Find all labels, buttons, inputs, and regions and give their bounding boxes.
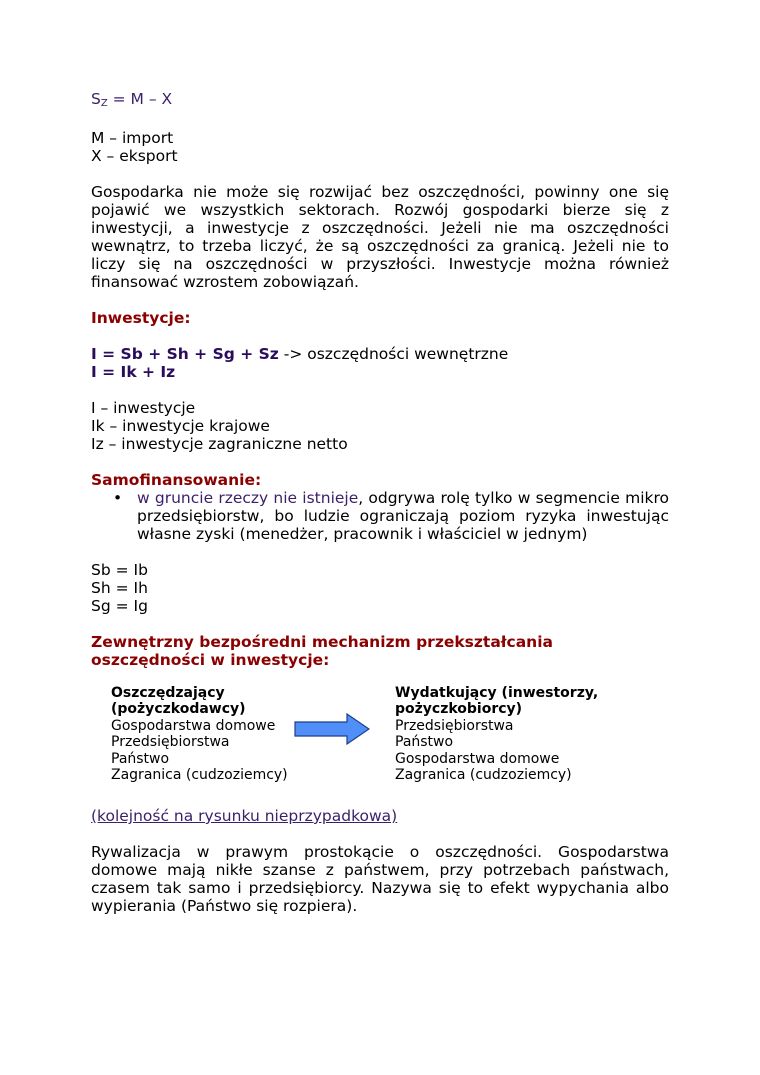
order-note-paragraph <box>91 807 669 825</box>
formula-sz <box>91 90 669 111</box>
order-note-link[interactable]: (kolejność na rysunku nieprzypadkowa) <box>91 807 398 825</box>
bullet-list <box>91 489 669 543</box>
savers-item: Zagranica (cudzoziemcy) <box>111 767 288 784</box>
list-item <box>91 489 669 543</box>
definition-iz: Iz – inwestycje zagraniczne netto <box>91 435 348 453</box>
spenders-item: Państwo <box>395 734 454 751</box>
document-page <box>91 90 669 915</box>
bullet-text: , odgrywa rolę tylko w segmencie mikro przedsiębiorstw, bo ludzie ograniczają poziom ryzyka inwestując własne zyski (menedżer, pracownik i właściciel w jednym) <box>137 489 669 543</box>
spenders-item: Zagranica (cudzoziemcy) <box>395 767 572 784</box>
formula-investment-1-expr: I = Sb + Sh + Sg + Sz <box>91 345 279 363</box>
paragraph-rivalry: Rywalizacja w prawym prostokącie o oszczędności. Gospodarstwa domowe mają nikłe szanse z państwem, przy potrzebach państwach, czasem tak samo i przedsiębiorcy. Nazywa się to efekt wypychania albo wypierania (Państwo się rozpiera). <box>91 843 669 915</box>
definition-m: M – import <box>91 129 174 147</box>
formula-sz-symbol: S <box>91 90 101 108</box>
formula-investment-1 <box>91 345 669 363</box>
heading-samofinansowanie: Samofinansowanie: <box>91 471 262 489</box>
spenders-item: Przedsiębiorstwa <box>395 717 514 734</box>
bullet-symbol: • <box>113 489 123 507</box>
savers-item: Przedsiębiorstwa <box>111 734 230 751</box>
equality-sh: Sh = Ih <box>91 579 148 597</box>
paragraph-savings: Gospodarka nie może się rozwijać bez oszczędności, powinny one się pojawić we wszystkich sektorach. Rozwój gospodarki bierze się z inwestycji, a inwestycje z oszczędności. Jeżeli nie ma oszczędności wewnątrz, to trzeba liczyć, że są oszczędności za granicą. Jeżeli nie to liczy się na oszczędności w przyszłości. Inwestycje można również finansować wzrostem zobowiązań. <box>91 183 669 291</box>
spenders-item: Gospodarstwa domowe <box>395 750 560 767</box>
definition-i: I – inwestycje <box>91 399 196 417</box>
equality-sb: Sb = Ib <box>91 561 148 579</box>
spenders-title: Wydatkujący (inwestorzy, pożyczkobiorcy) <box>395 685 599 718</box>
formula-sz-rest: = M – X <box>107 90 173 108</box>
definition-x: X – eksport <box>91 147 178 165</box>
formula-investment-1-suffix: -> oszczędności wewnętrzne <box>278 345 509 363</box>
heading-mechanizm: Zewnętrzny bezpośredni mechanizm przekształcania oszczędności w inwestycje: <box>91 633 553 669</box>
savers-column <box>111 685 301 783</box>
formula-sz-subscript: Z <box>100 98 108 109</box>
equality-sg: Sg = Ig <box>91 597 148 615</box>
savers-item: Gospodarstwa domowe <box>111 717 276 734</box>
savings-flow-diagram <box>91 677 669 789</box>
savers-item: Państwo <box>111 750 170 767</box>
heading-inwestycje: Inwestycje: <box>91 309 191 327</box>
definition-ik: Ik – inwestycje krajowe <box>91 417 270 435</box>
savers-title: Oszczędzający (pożyczkodawcy) <box>111 685 246 718</box>
bullet-highlight: w gruncie rzeczy nie istnieje <box>137 489 359 507</box>
right-arrow-icon <box>294 713 370 745</box>
formula-investment-2: I = Ik + Iz <box>91 363 176 381</box>
spenders-column <box>395 685 635 783</box>
